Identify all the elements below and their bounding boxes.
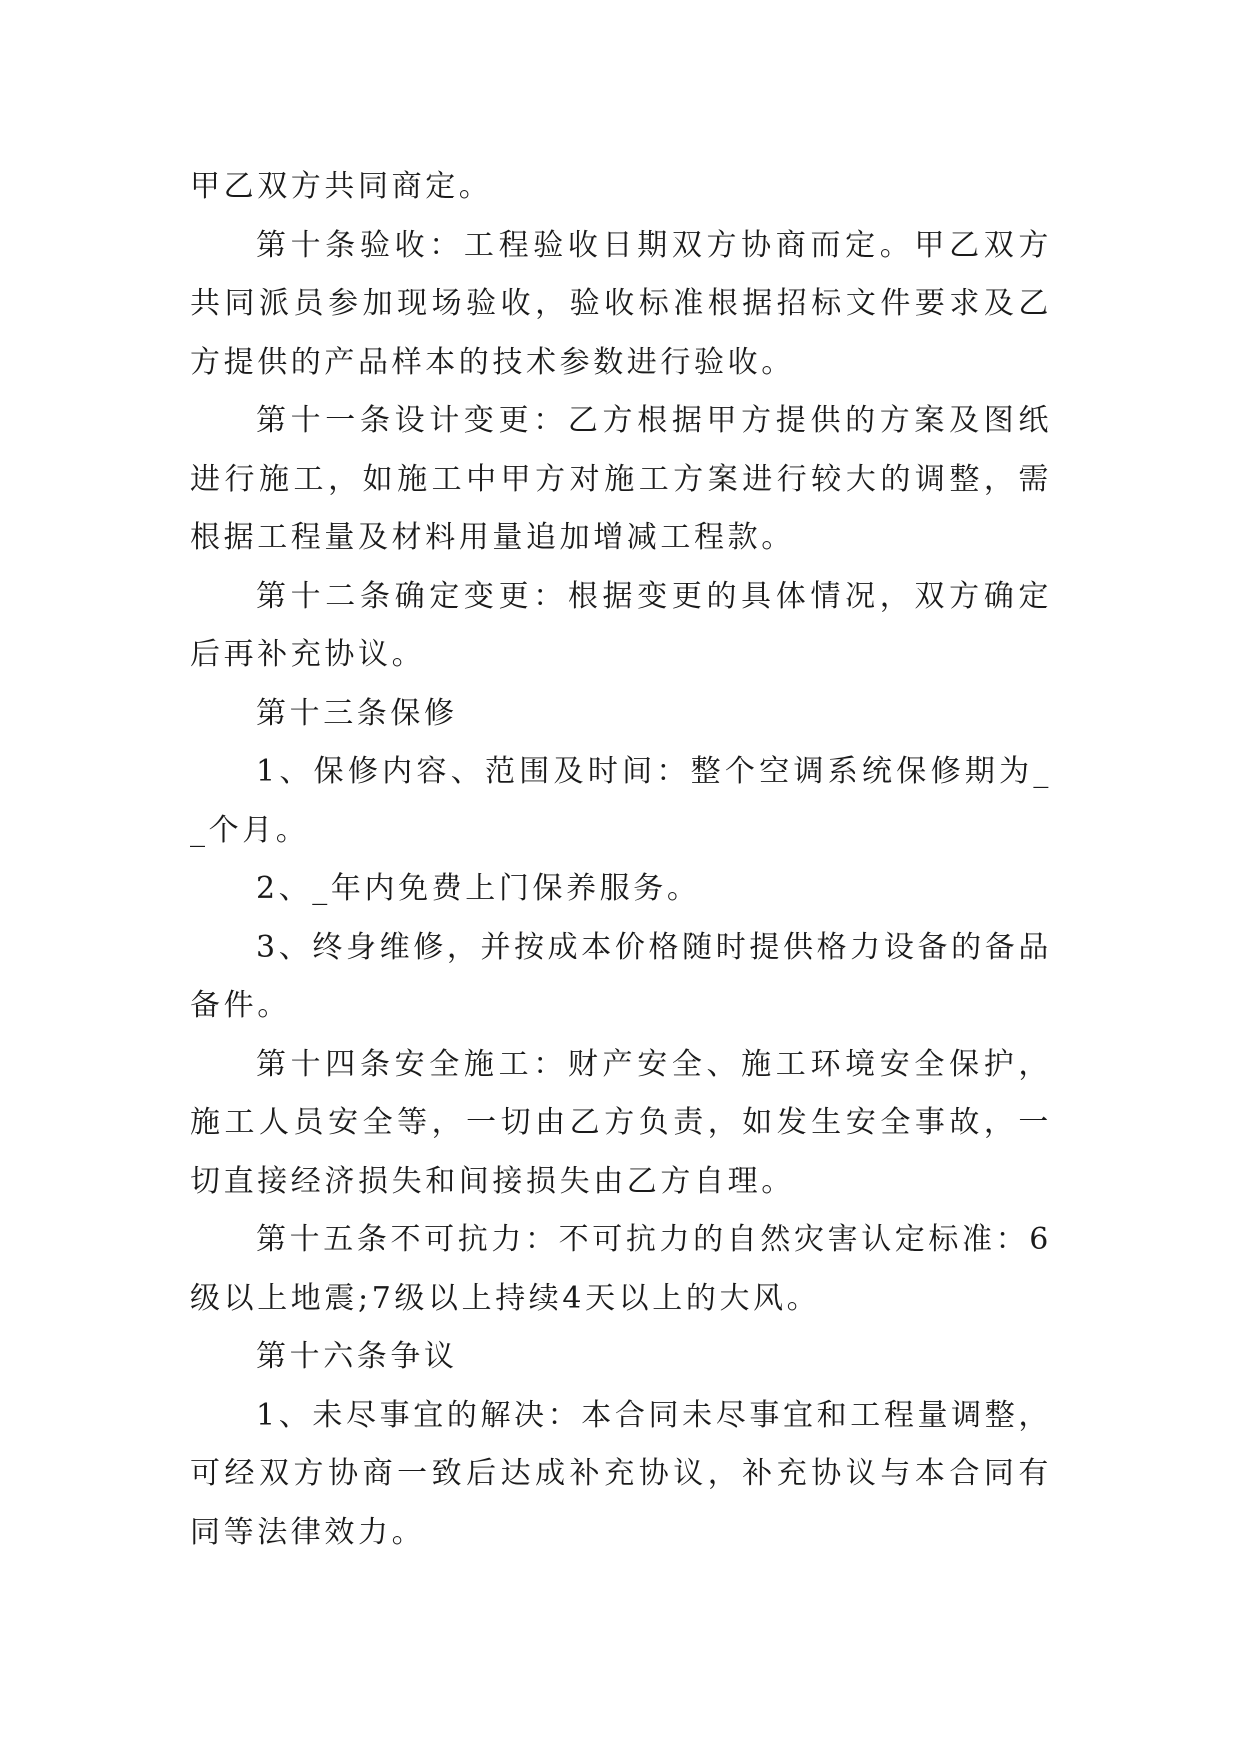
paragraph-article-13-item-1: 1、保修内容、范围及时间：整个空调系统保修期为__个月。: [190, 754, 1052, 848]
paragraph-article-11: 第十一条设计变更：乙方根据甲方提供的方案及图纸进行施工，如施工中甲方对施工方案进行较大的调整，需根据工程量及材料用量追加增减工程款。: [190, 403, 1052, 555]
paragraph-article-15: 第十五条不可抗力：不可抗力的自然灾害认定标准：6级以上地震;7级以上持续4天以上的大风。: [190, 1222, 1052, 1316]
paragraph-article-16-heading: 第十六条争议: [256, 1339, 458, 1374]
paragraph-article-13-heading: 第十三条保修: [256, 695, 458, 731]
paragraph-article-16-item-1: 1、未尽事宜的解决：本合同未尽事宜和工程量调整，可经双方协商一致后达成补充协议，补充协议与本合同有同等法律效力。: [190, 1397, 1052, 1550]
paragraph-article-14: 第十四条安全施工：财产安全、施工环境安全保护，施工人员安全等，一切由乙方负责，如发生安全事故，一切直接经济损失和间接损失由乙方自理。: [190, 1046, 1052, 1199]
paragraph-continuation: 甲乙双方共同商定。: [190, 169, 493, 204]
paragraph-article-13-item-2: 2、_年内免费上门保养服务。: [256, 871, 701, 906]
document-body: [190, 158, 1052, 1562]
paragraph-article-13-item-3: 3、终身维修，并按成本价格随时提供格力设备的备品备件。: [190, 929, 1052, 1023]
paragraph-article-10: 第十条验收：工程验收日期双方协商而定。甲乙双方共同派员参加现场验收，验收标准根据招标文件要求及乙方提供的产品样本的技术参数进行验收。: [190, 227, 1052, 380]
paragraph-article-12: 第十二条确定变更：根据变更的具体情况，双方确定后再补充协议。: [190, 578, 1052, 672]
